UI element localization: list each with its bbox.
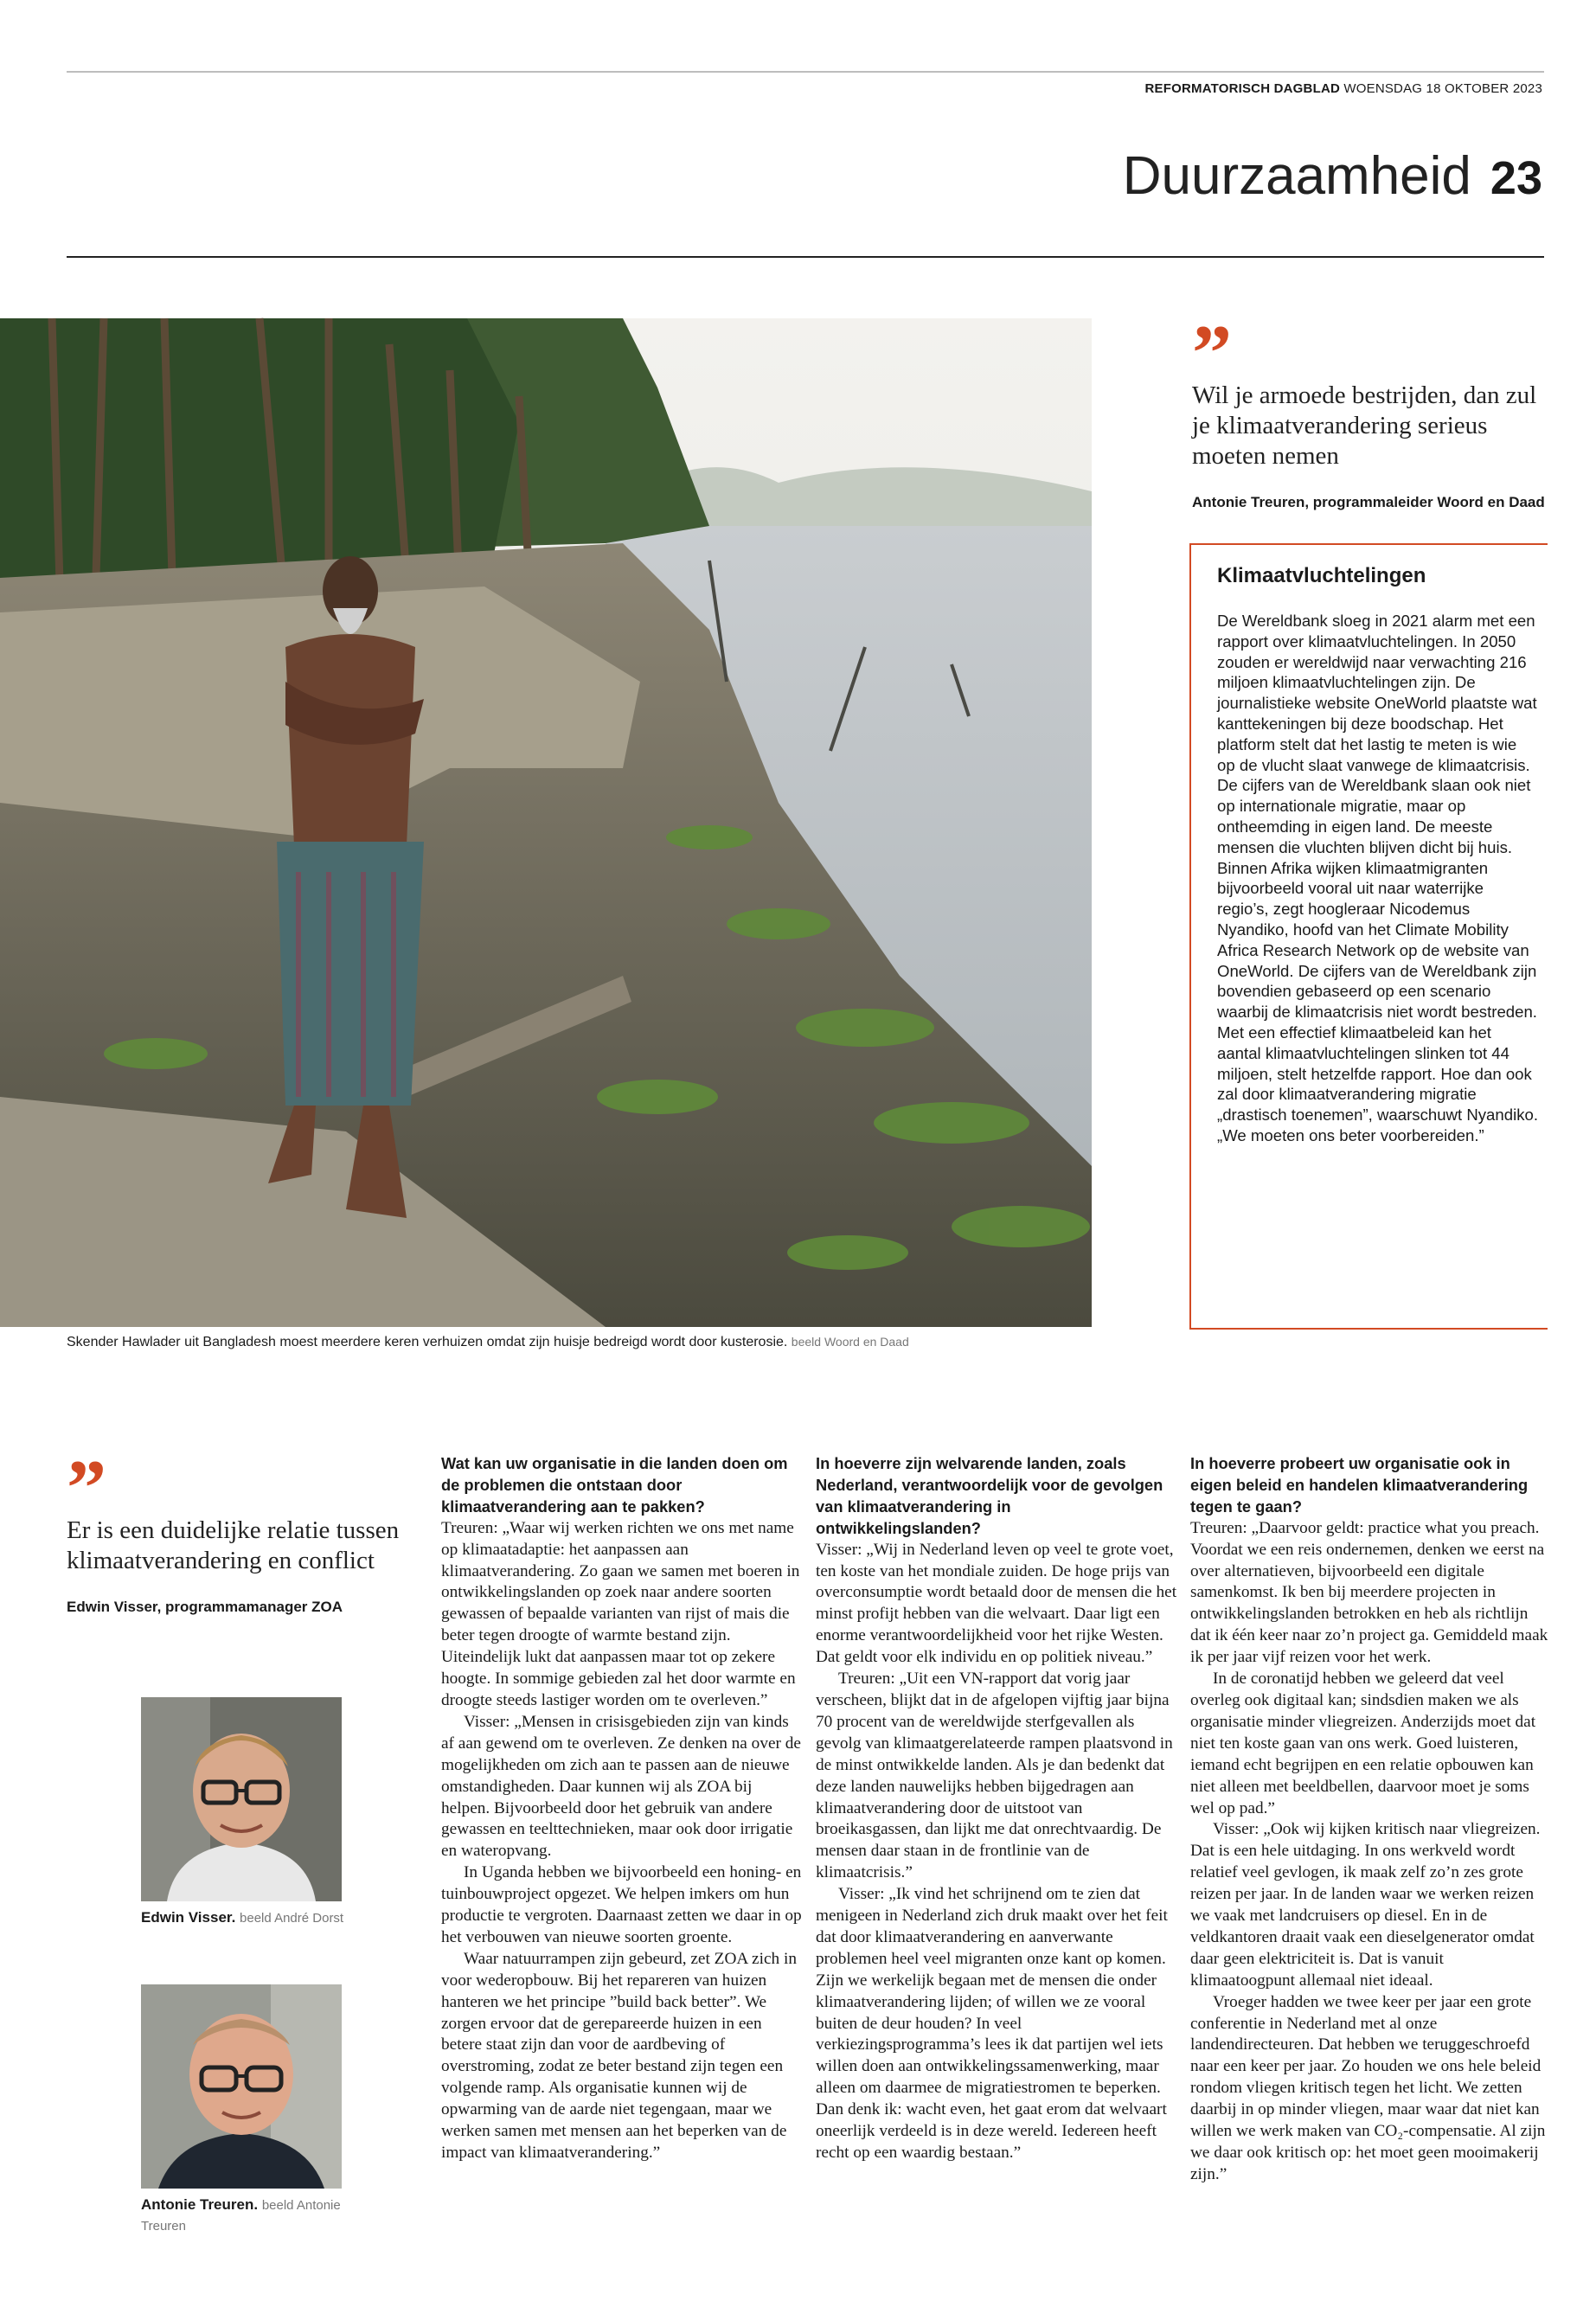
article-column-2 xyxy=(816,1453,1177,2164)
quote-mark: ” xyxy=(1192,309,1227,397)
article-paragraph: Treuren: „Uit een VN-rapport dat vorig jaar verscheen, blijkt dat in de afgelopen vijftig jaar bijna 70 procent van de wereldwijde sterfgevallen als gevolg van klimaatgerelateerde rampen plaatsvond in de minst ontwikkelde landen. Als je dan bedenkt dat deze landen nauwelijks hebben bijgedragen aan klimaatverandering door de uitstoot van broeikasgassen, dan lijkt me dat onrechtvaardig. De mensen daar staan in de frontlinie van de klimaatcrisis.” xyxy=(816,1670,1173,1882)
riverbank-photo-illustration xyxy=(0,318,1092,1327)
article-paragraph: Treuren: „Daarvoor geldt: practice what you preach. Voordat we een reis ondernemen, denken we eerst na over alternatieven, bijvoorbeeld een digitale samenkomst. Ik ben bij meerdere projecten in ontwikkelingslanden betrokken en heb als richtlijn dat ik één keer naar zo’n project ga. Gemiddeld maak ik per jaar vijf reizen voor het werk. xyxy=(1190,1518,1548,1667)
main-photo xyxy=(0,318,1092,1327)
portrait-credit: beeld Antonie Treuren xyxy=(141,2198,341,2234)
portrait-credit: beeld André Dorst xyxy=(240,1911,344,1926)
article-paragraph: Vroeger hadden we twee keer per jaar een grote conferentie in Nederland met al onze landendirecteuren. Dat hebben we teruggeschroefd naar een keer per jaar. Zo houden we ons hele beleid rondom vliegen kritisch tegen het licht. We zetten daarbij in op minder vliegen, maar waar dat niet kan willen we werk maken van CO₂-compensatie. Al zijn we daar ook kritisch op: het moet geen mooimakerij zijn.” xyxy=(1190,1992,1546,2183)
interview-question: In hoeverre zijn welvarende landen, zoals Nederland, verantwoordelijk voor de gevolgen van klimaatverandering in ontwikkelingslanden? xyxy=(816,1454,1163,1537)
interview-question: In hoeverre probeert uw organisatie ook in eigen beleid en handelen klimaatverandering tegen te gaan? xyxy=(1190,1454,1529,1516)
article-paragraph: Visser: „Mensen in crisisgebieden zijn van kinds af aan gewend om te overleven. Ze denken na over de mogelijkheden om zich aan te passen aan de nieuwe omstandigheden. Daar kunnen wij als ZOA bij helpen. Bijvoorbeeld door het gebruik van andere gewassen en teelttechnieken, maar ook door irrigatie en wateropvang. xyxy=(441,1712,801,1861)
section-heading xyxy=(1123,145,1542,207)
portrait-name: Edwin Visser. xyxy=(141,1909,236,1926)
page-number: 23 xyxy=(1490,152,1542,204)
portrait-caption-visser xyxy=(141,1907,383,1928)
pull-quote-author: Antonie Treuren, programmaleider Woord en Daad xyxy=(1192,494,1545,510)
publication-name: REFORMATORISCH DAGBLAD xyxy=(1144,81,1341,96)
article-paragraph: Waar natuurrampen zijn gebeurd, zet ZOA zich in voor wederopbouw. Bij het repareren van huizen hanteren we het principe ”build back better”. We zorgen ervoor dat de gerepareerde huizen in een betere staat zijn dan voor de aardbeving of overstroming, zodat ze beter bestand zijn tegen een volgende ramp. Als organisatie kunnen wij de opwarming van de aarde niet tegengaan, maar we werken samen met mensen aan het beperken van de impact van klimaatverandering.” xyxy=(441,1949,797,2162)
photo-caption-text: Skender Hawlader uit Bangladesh moest meerdere keren verhuizen omdat zijn huisje bedreigd wordt door kusterosie. xyxy=(67,1335,788,1349)
portrait-edwin-visser xyxy=(141,1697,342,1901)
article-paragraph: Visser: „Ik vind het schrijnend om te zien dat menigeen in Nederland zich druk maakt over het feit dat door klimaatverandering en aanverwante problemen heel veel migranten onze kant op komen. Zijn we werkelijk begaan met de mensen die onder klimaatverandering lijden; of willen we ze vooral buiten de deur houden? In veel verkiezingsprogramma’s lees ik dat partijen wel iets willen doen aan ontwikkelingssamenwerking, maar alleen om daarmee de migratiestromen te beperken. Dan denk ik: wacht even, het gaat erom dat welvaart oneerlijk verdeeld is in deze wereld. Iedereen heeft recht op een waardig bestaan.” xyxy=(816,1885,1168,2162)
portrait-illustration xyxy=(141,1984,342,2189)
interview-question: Wat kan uw organisatie in die landen doen om de problemen die ontstaan door klimaatverandering aan te pakken? xyxy=(441,1454,788,1516)
article-paragraph: In de coronatijd hebben we geleerd dat veel overleg ook digitaal kan; sindsdien maken we als organisatie minder vliegreizen. Anderzijds moet dat niet ten koste gaan van ons werk. Goed luisteren, iemand echt begrijpen en een relatie opbouwen kan niet alleen met beeldbellen, daarvoor moet je soms wel op pad.” xyxy=(1190,1670,1536,1817)
photo-caption xyxy=(67,1332,1096,1352)
sidebar-title: Klimaatvluchtelingen xyxy=(1217,564,1426,587)
section-title: Duurzaamheid xyxy=(1122,146,1471,206)
quote-mark: ” xyxy=(67,1444,101,1532)
photo-credit: beeld Woord en Daad xyxy=(791,1335,909,1349)
pull-quote-text: Er is een duidelijke relatie tussen klimaatverandering en conflict xyxy=(67,1516,400,1574)
publication-header xyxy=(1145,81,1543,96)
article-paragraph: In Uganda hebben we bijvoorbeeld een honing- en tuinbouwproject opgezet. We helpen imkers om hun productie te vergroten. Daarnaast zetten we daar in op het verbouwen van nieuwe soorten groente. xyxy=(441,1863,802,1946)
pull-quote-treuren xyxy=(1192,309,1547,513)
portrait-caption-treuren xyxy=(141,2195,383,2236)
article-column-1 xyxy=(441,1453,803,2164)
sidebar-text: De Wereldbank sloeg in 2021 alarm met een rapport over klimaatvluchtelingen. In 2050 zouden er wereldwijd naar verwachting 216 miljoen klimaatvluchtelingen zijn. De journalistieke website OneWorld plaatste wat kanttekeningen bij deze boodschap. Het platform stelt dat het lastig te meten is wie op de vlucht slaat vanwege de klimaatcrisis. De cijfers van de Wereldbank slaan ook niet op internationale migratie, maar op ontheemding in eigen land. De meeste mensen die vluchten blijven dicht bij huis. Binnen Afrika wijken klimaatmigranten bijvoorbeeld vooral uit naar waterrijke regio’s, zegt hoogleraar Nicodemus Nyandiko, hoofd van het Climate Mobility Africa Research Network op de website van OneWorld. De cijfers van de Wereldbank zijn bovendien gebaseerd op een scenario waarbij de klimaatcrisis niet wordt bestreden. Met een effectief klimaatbeleid kan het aantal klimaatvluchtelingen slinken tot 44 miljoen, stelt hetzelfde rapport. Hoe dan ook zal door klimaatverandering migratie „drastisch toenemen”, waarschuwt Nyandiko. „We moeten ons beter voorbereiden.” xyxy=(1217,612,1539,1144)
article-paragraph: Treuren: „Waar wij werken richten we ons met name op klimaatadaptie: het aanpassen aan klimaatverandering. Zo gaan we samen met boeren in ontwikkelingslanden op zoek naar andere soorten gewassen of bepaalde varianten van rijst of mais die beter tegen droogte of warmte bestand zijn. Uiteindelijk lukt dat aanpassen maar tot op zekere hoogte. In sommige gebieden zal het door warmte en droogte steeds lastiger worden om te overleven.” xyxy=(441,1518,800,1709)
portrait-antonie-treuren xyxy=(141,1984,342,2189)
pull-quote-text: Wil je armoede bestrijden, dan zul je klimaatverandering serieus moeten nemen xyxy=(1192,381,1537,470)
top-rule xyxy=(67,71,1544,73)
portrait-illustration xyxy=(141,1697,342,1901)
article-column-3 xyxy=(1190,1453,1552,2186)
portrait-name: Antonie Treuren. xyxy=(141,2196,259,2213)
sidebar-box xyxy=(1189,543,1548,1330)
pull-quote-visser xyxy=(67,1444,413,1618)
pull-quote-author: Edwin Visser, programmamanager ZOA xyxy=(67,1599,343,1615)
article-paragraph: Visser: „Ook wij kijken kritisch naar vliegreizen. Dat is een hele uitdaging. In ons werkveld wordt relatief veel gevlogen, ik maak zelf zo’n zes grote reizen per jaar. In de landen waar we werken reizen we vaak met landcruisers op diesel. En in de veldkantoren draait vaak een dieselgenerator omdat daar geen elektriciteit is. Dat is vanuit klimaatoogpunt allemaal niet ideaal. xyxy=(1190,1820,1541,1990)
article-paragraph: Visser: „Wij in Nederland leven op veel te grote voet, ten koste van het mondiale zuiden. De hoge prijs van overconsumptie wordt betaald door de mensen die het minst profijt hebben van die welvaart. Daar ligt een enorme verantwoordelijkheid voor het rijke Westen. Dat geldt voor elk individu en op politiek niveau.” xyxy=(816,1540,1177,1667)
section-rule xyxy=(67,256,1544,258)
publication-date: WOENSDAG 18 OKTOBER 2023 xyxy=(1343,81,1542,96)
